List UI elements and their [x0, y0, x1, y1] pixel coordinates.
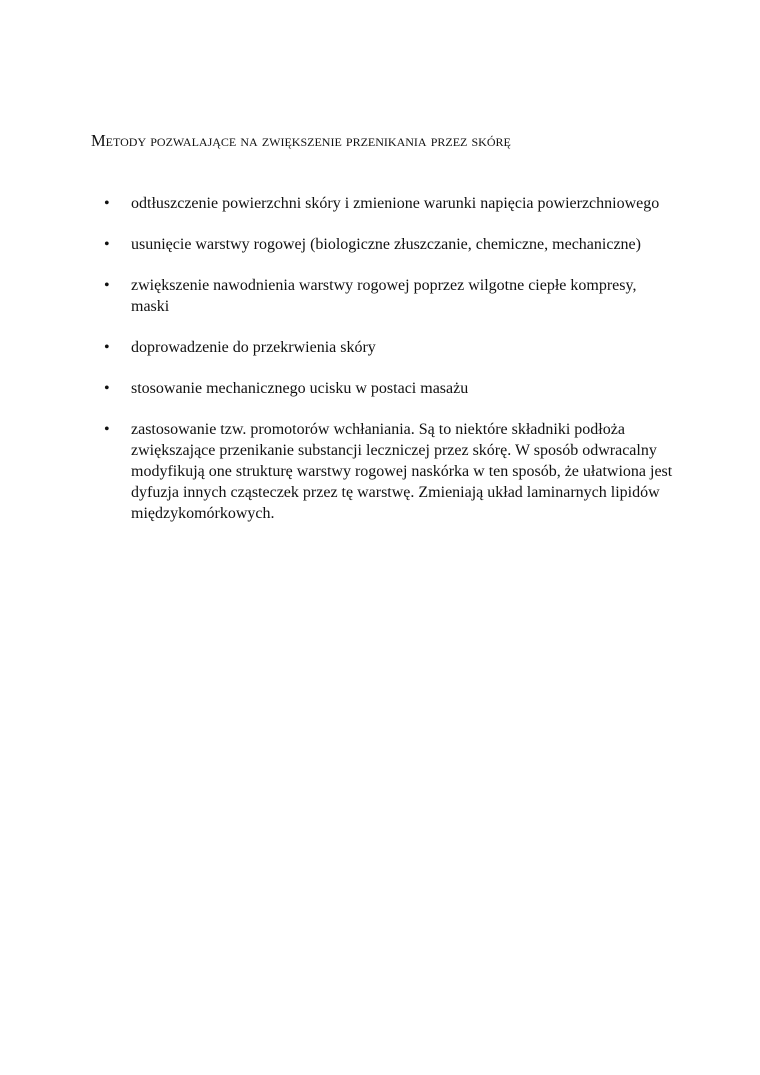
bullet-icon: •: [104, 380, 110, 397]
list-item-text: odtłuszczenie powierzchni skóry i zmienione warunki napięcia powierzchniowego: [131, 195, 660, 212]
bullet-icon: •: [104, 339, 110, 356]
bullet-icon: •: [104, 195, 110, 212]
bullet-icon: •: [104, 236, 110, 253]
bullet-icon: •: [104, 277, 110, 294]
list-item: [0, 193, 676, 214]
list-item: [0, 234, 676, 255]
bullet-list: [0, 193, 760, 544]
bullet-icon: •: [104, 421, 110, 438]
page-title: Metody pozwalające na zwiększenie przenikania przez skórę: [91, 131, 511, 150]
list-item: [0, 275, 676, 317]
list-item-text: doprowadzenie do przekrwienia skóry: [131, 339, 376, 356]
list-item: [0, 378, 676, 399]
list-item-text: stosowanie mechanicznego ucisku w postaci masażu: [131, 380, 469, 397]
list-item-text: zastosowanie tzw. promotorów wchłaniania. Są to niektóre składniki podłoża zwiększające przenikanie substancji leczniczej przez skórę. W sposób odwracalny modyfikują one strukturę warstwy rogowej naskórka w ten sposób, że ułatwiona jest dyfuzja innych cząsteczek przez tę warstwę. Zmieniają układ laminarnych lipidów międzykomórkowych.: [131, 421, 673, 522]
list-item: [0, 419, 676, 524]
list-item-text: zwiększenie nawodnienia warstwy rogowej poprzez wilgotne ciepłe kompresy, maski: [131, 277, 637, 315]
list-item-text: usunięcie warstwy rogowej (biologiczne złuszczanie, chemiczne, mechaniczne): [131, 236, 641, 253]
list-item: [0, 337, 676, 358]
